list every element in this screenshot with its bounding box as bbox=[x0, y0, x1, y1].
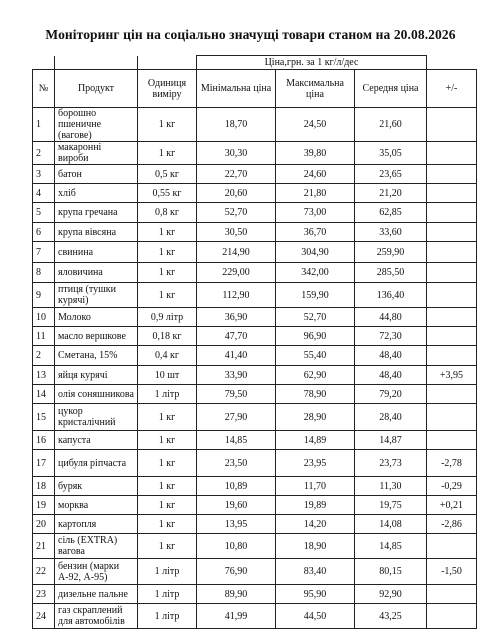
row-number: 4 bbox=[33, 184, 55, 203]
product-name: крупа вівсяна bbox=[55, 223, 138, 242]
unit-of-measure: 1 літр bbox=[138, 559, 197, 585]
min-price: 41,40 bbox=[197, 346, 276, 366]
max-price: 96,90 bbox=[276, 327, 355, 346]
min-price: 79,50 bbox=[197, 385, 276, 404]
min-price: 36,90 bbox=[197, 308, 276, 327]
min-price: 30,50 bbox=[197, 223, 276, 242]
max-price: 304,90 bbox=[276, 242, 355, 263]
row-number: 6 bbox=[33, 223, 55, 242]
max-price: 36,70 bbox=[276, 223, 355, 242]
avg-price: 259,90 bbox=[355, 242, 427, 263]
avg-price: 21,20 bbox=[355, 184, 427, 203]
row-number: 18 bbox=[33, 477, 55, 496]
price-change: -2,86 bbox=[427, 515, 477, 534]
avg-price: 79,20 bbox=[355, 385, 427, 404]
product-name: яйця курячі bbox=[55, 366, 138, 385]
avg-price: 33,60 bbox=[355, 223, 427, 242]
row-number: 16 bbox=[33, 431, 55, 450]
min-price: 10,80 bbox=[197, 534, 276, 559]
avg-price: 43,25 bbox=[355, 604, 427, 629]
max-price: 19,89 bbox=[276, 496, 355, 515]
price-change: +3,95 bbox=[427, 366, 477, 385]
table-row bbox=[33, 366, 477, 385]
avg-price: 72,30 bbox=[355, 327, 427, 346]
table-row bbox=[33, 559, 477, 585]
price-change bbox=[427, 534, 477, 559]
product-name: олія соняшникова bbox=[55, 385, 138, 404]
product-name: батон bbox=[55, 165, 138, 184]
row-number: 15 bbox=[33, 404, 55, 431]
price-change bbox=[427, 385, 477, 404]
unit-of-measure: 0,5 кг bbox=[138, 165, 197, 184]
table-row bbox=[33, 327, 477, 346]
min-price: 214,90 bbox=[197, 242, 276, 263]
price-change: -1,50 bbox=[427, 559, 477, 585]
unit-of-measure: 0,55 кг bbox=[138, 184, 197, 203]
max-price: 24,50 bbox=[276, 108, 355, 142]
unit-of-measure: 1 кг bbox=[138, 108, 197, 142]
product-name: Молоко bbox=[55, 308, 138, 327]
max-price: 39,80 bbox=[276, 142, 355, 165]
table-row bbox=[33, 203, 477, 223]
unit-of-measure: 0,8 кг bbox=[138, 203, 197, 223]
table-row bbox=[33, 534, 477, 559]
unit-of-measure: 1 літр bbox=[138, 585, 197, 604]
avg-price: 48,40 bbox=[355, 346, 427, 366]
unit-of-measure: 1 кг bbox=[138, 242, 197, 263]
header-num: № bbox=[33, 70, 55, 108]
avg-price: 11,30 bbox=[355, 477, 427, 496]
product-name: хліб bbox=[55, 184, 138, 203]
price-table bbox=[32, 55, 477, 629]
price-change: -2,78 bbox=[427, 450, 477, 477]
min-price: 112,90 bbox=[197, 283, 276, 308]
product-name: дизельне пальне bbox=[55, 585, 138, 604]
product-name: газ скраплений для автомобілів bbox=[55, 604, 138, 629]
avg-price: 14,85 bbox=[355, 534, 427, 559]
min-price: 22,70 bbox=[197, 165, 276, 184]
table-row bbox=[33, 515, 477, 534]
table-row bbox=[33, 477, 477, 496]
table-row bbox=[33, 142, 477, 165]
min-price: 47,70 bbox=[197, 327, 276, 346]
price-change bbox=[427, 327, 477, 346]
header-unit: Одиниця виміру bbox=[138, 70, 197, 108]
document-title: Моніторинг цін на соціально значущі товари станом на 20.08.2026 bbox=[45, 27, 456, 42]
header-product: Продукт bbox=[55, 70, 138, 108]
avg-price: 21,60 bbox=[355, 108, 427, 142]
product-name: птиця (тушки курячі) bbox=[55, 283, 138, 308]
price-change bbox=[427, 431, 477, 450]
price-change bbox=[427, 165, 477, 184]
header-change: +/- bbox=[427, 70, 477, 108]
table-row bbox=[33, 283, 477, 308]
max-price: 21,80 bbox=[276, 184, 355, 203]
price-change bbox=[427, 223, 477, 242]
min-price: 27,90 bbox=[197, 404, 276, 431]
unit-of-measure: 1 кг bbox=[138, 515, 197, 534]
price-change bbox=[427, 142, 477, 165]
table-row bbox=[33, 308, 477, 327]
table-row bbox=[33, 108, 477, 142]
unit-of-measure: 1 літр bbox=[138, 385, 197, 404]
max-price: 28,90 bbox=[276, 404, 355, 431]
max-price: 62,90 bbox=[276, 366, 355, 385]
product-name: цибуля ріпчаста bbox=[55, 450, 138, 477]
product-name: Сметана, 15% bbox=[55, 346, 138, 366]
row-number: 3 bbox=[33, 165, 55, 184]
row-number: 5 bbox=[33, 203, 55, 223]
product-name: яловичина bbox=[55, 263, 138, 283]
product-name: сіль (EXTRA) вагова bbox=[55, 534, 138, 559]
avg-price: 136,40 bbox=[355, 283, 427, 308]
table-row bbox=[33, 263, 477, 283]
row-number: 13 bbox=[33, 366, 55, 385]
avg-price: 19,75 bbox=[355, 496, 427, 515]
table-row bbox=[33, 431, 477, 450]
min-price: 229,00 bbox=[197, 263, 276, 283]
min-price: 52,70 bbox=[197, 203, 276, 223]
price-change bbox=[427, 404, 477, 431]
row-number: 2 bbox=[33, 346, 55, 366]
max-price: 83,40 bbox=[276, 559, 355, 585]
max-price: 55,40 bbox=[276, 346, 355, 366]
table-row bbox=[33, 450, 477, 477]
max-price: 95,90 bbox=[276, 585, 355, 604]
price-change bbox=[427, 203, 477, 223]
min-price: 89,90 bbox=[197, 585, 276, 604]
product-name: капуста bbox=[55, 431, 138, 450]
max-price: 14,89 bbox=[276, 431, 355, 450]
product-name: цукор кристалічний bbox=[55, 404, 138, 431]
avg-price: 44,80 bbox=[355, 308, 427, 327]
row-number: 22 bbox=[33, 559, 55, 585]
min-price: 33,90 bbox=[197, 366, 276, 385]
max-price: 342,00 bbox=[276, 263, 355, 283]
product-name: масло вершкове bbox=[55, 327, 138, 346]
unit-of-measure: 10 шт bbox=[138, 366, 197, 385]
min-price: 76,90 bbox=[197, 559, 276, 585]
row-number: 9 bbox=[33, 283, 55, 308]
table-row bbox=[33, 223, 477, 242]
product-name: свинина bbox=[55, 242, 138, 263]
price-change bbox=[427, 184, 477, 203]
min-price: 10,89 bbox=[197, 477, 276, 496]
min-price: 19,60 bbox=[197, 496, 276, 515]
row-number: 21 bbox=[33, 534, 55, 559]
max-price: 44,50 bbox=[276, 604, 355, 629]
unit-of-measure: 1 кг bbox=[138, 534, 197, 559]
product-name: борошно пшеничне (вагове) bbox=[55, 108, 138, 142]
min-price: 30,30 bbox=[197, 142, 276, 165]
table-row bbox=[33, 496, 477, 515]
min-price: 20,60 bbox=[197, 184, 276, 203]
row-number: 10 bbox=[33, 308, 55, 327]
avg-price: 80,15 bbox=[355, 559, 427, 585]
min-price: 14,85 bbox=[197, 431, 276, 450]
max-price: 73,00 bbox=[276, 203, 355, 223]
min-price: 41,99 bbox=[197, 604, 276, 629]
unit-of-measure: 1 кг bbox=[138, 283, 197, 308]
product-name: морква bbox=[55, 496, 138, 515]
unit-of-measure: 1 літр bbox=[138, 604, 197, 629]
max-price: 18,90 bbox=[276, 534, 355, 559]
price-group-header: Ціна,грн. за 1 кг/л/дес bbox=[197, 56, 427, 70]
product-name: буряк bbox=[55, 477, 138, 496]
price-change bbox=[427, 346, 477, 366]
avg-price: 14,08 bbox=[355, 515, 427, 534]
avg-price: 92,90 bbox=[355, 585, 427, 604]
header-max-price: Максимальна ціна bbox=[276, 70, 355, 108]
min-price: 23,50 bbox=[197, 450, 276, 477]
unit-of-measure: 1 кг bbox=[138, 223, 197, 242]
avg-price: 28,40 bbox=[355, 404, 427, 431]
row-number: 8 bbox=[33, 263, 55, 283]
unit-of-measure: 1 кг bbox=[138, 477, 197, 496]
price-change: +0,21 bbox=[427, 496, 477, 515]
avg-price: 23,73 bbox=[355, 450, 427, 477]
row-number: 1 bbox=[33, 108, 55, 142]
unit-of-measure: 1 кг bbox=[138, 496, 197, 515]
max-price: 14,20 bbox=[276, 515, 355, 534]
product-name: крупа гречана bbox=[55, 203, 138, 223]
price-change bbox=[427, 242, 477, 263]
avg-price: 48,40 bbox=[355, 366, 427, 385]
unit-of-measure: 0,18 кг bbox=[138, 327, 197, 346]
table-row bbox=[33, 184, 477, 203]
table-row bbox=[33, 585, 477, 604]
avg-price: 14,87 bbox=[355, 431, 427, 450]
table-row bbox=[33, 604, 477, 629]
product-name: бензин (марки А-92, А-95) bbox=[55, 559, 138, 585]
row-number: 2 bbox=[33, 142, 55, 165]
avg-price: 35,05 bbox=[355, 142, 427, 165]
price-change bbox=[427, 308, 477, 327]
unit-of-measure: 0,4 кг bbox=[138, 346, 197, 366]
max-price: 78,90 bbox=[276, 385, 355, 404]
unit-of-measure: 1 кг bbox=[138, 404, 197, 431]
min-price: 13,95 bbox=[197, 515, 276, 534]
product-name: картопля bbox=[55, 515, 138, 534]
table-row bbox=[33, 404, 477, 431]
price-change bbox=[427, 604, 477, 629]
avg-price: 23,65 bbox=[355, 165, 427, 184]
unit-of-measure: 1 кг bbox=[138, 142, 197, 165]
row-number: 19 bbox=[33, 496, 55, 515]
header-min-price: Мінімальна ціна bbox=[197, 70, 276, 108]
max-price: 159,90 bbox=[276, 283, 355, 308]
row-number: 17 bbox=[33, 450, 55, 477]
table-row bbox=[33, 346, 477, 366]
row-number: 24 bbox=[33, 604, 55, 629]
row-number: 23 bbox=[33, 585, 55, 604]
row-number: 7 bbox=[33, 242, 55, 263]
product-name: макаронні вироби bbox=[55, 142, 138, 165]
max-price: 24,60 bbox=[276, 165, 355, 184]
row-number: 20 bbox=[33, 515, 55, 534]
row-number: 14 bbox=[33, 385, 55, 404]
table-row bbox=[33, 385, 477, 404]
table-row bbox=[33, 165, 477, 184]
row-number: 11 bbox=[33, 327, 55, 346]
unit-of-measure: 1 кг bbox=[138, 431, 197, 450]
avg-price: 62,85 bbox=[355, 203, 427, 223]
min-price: 18,70 bbox=[197, 108, 276, 142]
price-change: -0,29 bbox=[427, 477, 477, 496]
header-avg-price: Середня ціна bbox=[355, 70, 427, 108]
price-change bbox=[427, 585, 477, 604]
unit-of-measure: 1 кг bbox=[138, 263, 197, 283]
price-change bbox=[427, 108, 477, 142]
price-change bbox=[427, 263, 477, 283]
max-price: 52,70 bbox=[276, 308, 355, 327]
unit-of-measure: 1 кг bbox=[138, 450, 197, 477]
unit-of-measure: 0,9 літр bbox=[138, 308, 197, 327]
avg-price: 285,50 bbox=[355, 263, 427, 283]
max-price: 23,95 bbox=[276, 450, 355, 477]
table-row bbox=[33, 242, 477, 263]
price-change bbox=[427, 283, 477, 308]
max-price: 11,70 bbox=[276, 477, 355, 496]
